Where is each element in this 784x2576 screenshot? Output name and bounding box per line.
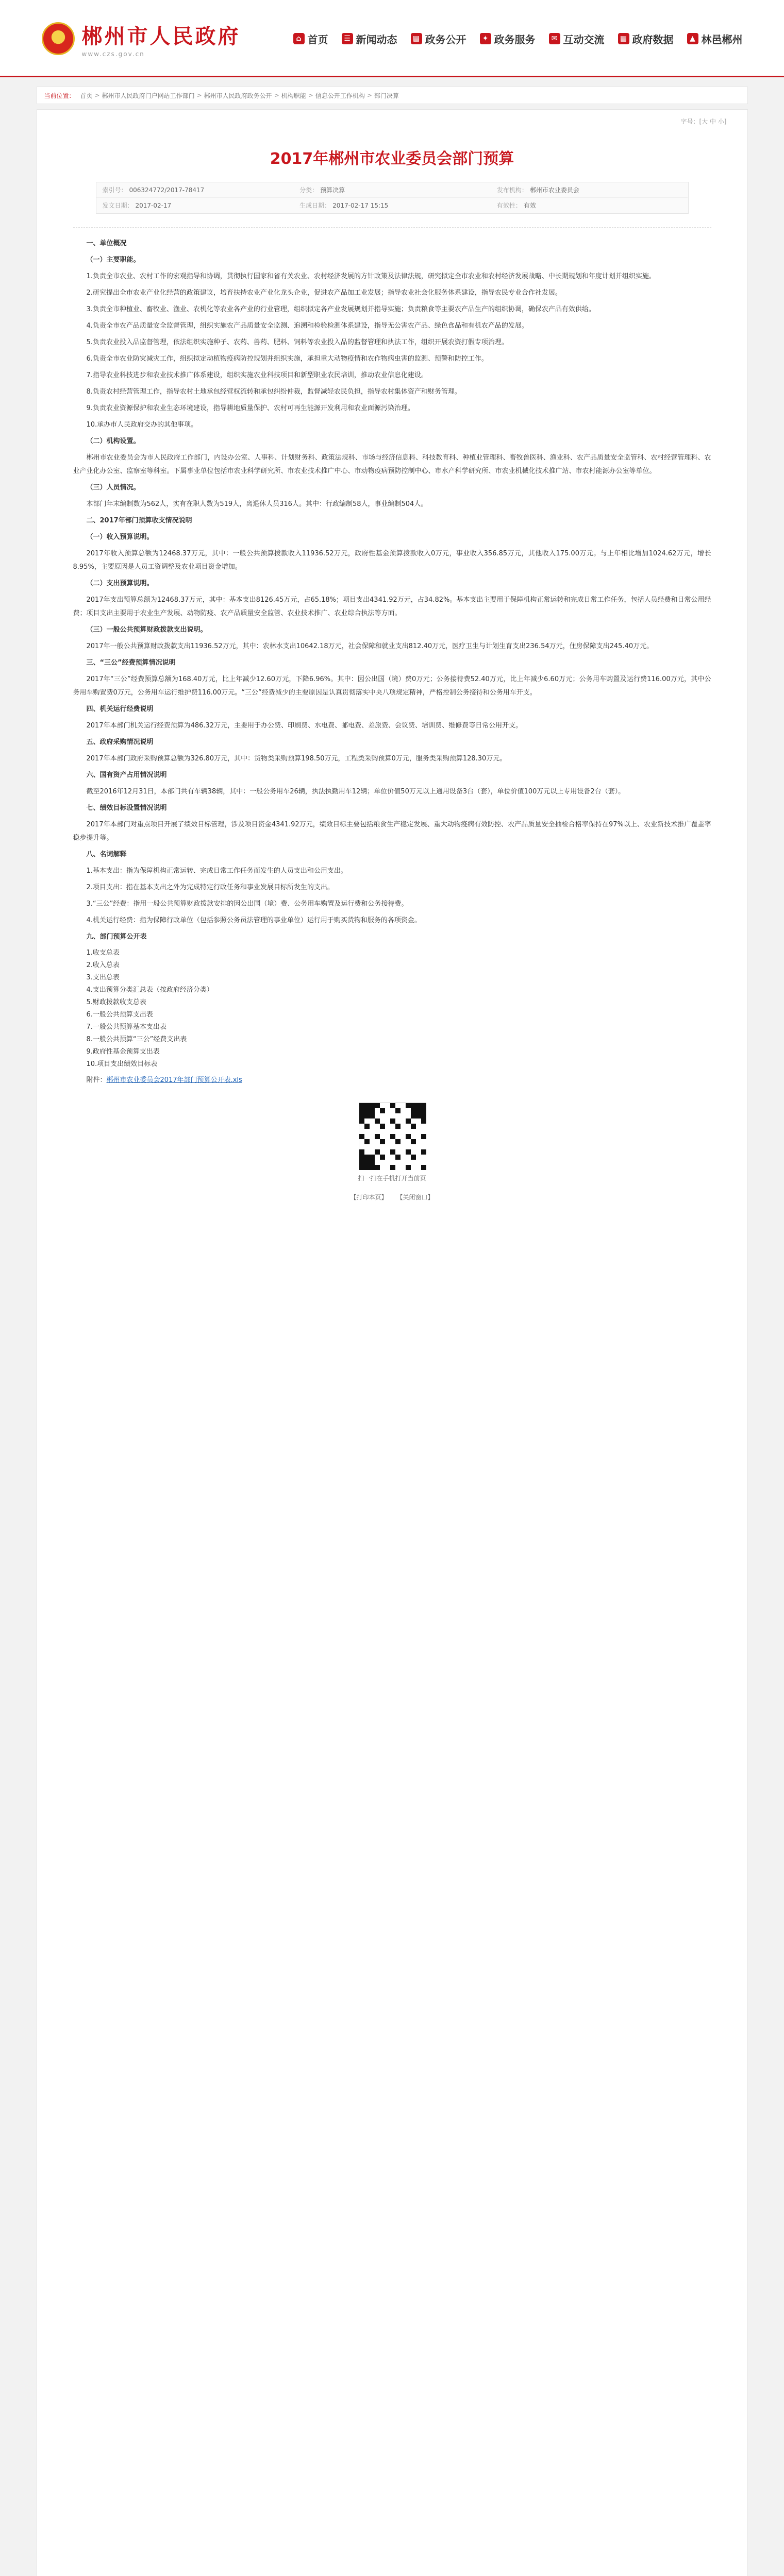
paragraph: 7.指导农业科技进步和农业技术推广体系建设，组织实施农业科技项目和新型职业农民培训，推动农业信息化建设。: [86, 371, 428, 379]
paragraph: 8.负责农村经营管理工作，指导农村土地承包经营权流转和承包纠纷仲裁，监督减轻农民负担，指导农村集体资产和财务管理。: [86, 388, 461, 396]
nav-label: 政府数据: [632, 33, 674, 46]
section-heading: 四、机关运行经费说明: [86, 705, 154, 713]
section-heading: 七、绩效目标设置情况说明: [86, 804, 167, 812]
breadcrumb-separator: >: [94, 92, 100, 99]
article-body: [73, 237, 711, 944]
nav-label: 首页: [307, 33, 328, 46]
attachment-line: [73, 1074, 711, 1087]
section-heading: 一、单位概况: [86, 240, 127, 247]
meta-cell: [293, 182, 491, 198]
budget-table-list: [87, 947, 711, 1071]
document-icon: ▤: [411, 33, 422, 44]
breadcrumb-label: 当前位置：: [44, 92, 75, 99]
nav-label: 政务服务: [494, 33, 536, 46]
paragraph: 2017年收入预算总额为12468.37万元，其中：一般公共预算拨款收入11936.52万元，政府性基金预算拨款收入0万元，事业收入356.85万元，其他收入175.00万元。与上年相比增加1024.62万元，增长8.95%，主要原因是人员工资调整及农业项目资金增加。: [73, 550, 711, 571]
print-bar: [73, 1193, 711, 1201]
budget-table-item: 4.支出预算分类汇总表（按政府经济分类）: [86, 986, 213, 994]
section-heading: 八、名词解释: [86, 851, 127, 858]
breadcrumb-separator: >: [308, 92, 313, 99]
scenery-icon: ▲: [687, 33, 698, 44]
paragraph: 6.负责全市农业防灾减灾工作，组织拟定动植物疫病防控规划并组织实施，承担重大动物疫情和农作物病虫害的监测、预警和防控工作。: [86, 355, 488, 363]
budget-table-item: 2.收入总表: [86, 961, 120, 969]
breadcrumb-item[interactable]: 部门决算: [374, 92, 399, 99]
paragraph: 3.“三公”经费：指用一般公共预算财政拨款安排的因公出国（境）费、公务用车购置及运行费和公务接待费。: [86, 900, 408, 908]
breadcrumb-item[interactable]: 郴州市人民政府政务公开: [204, 92, 272, 99]
paragraph: 1.基本支出：指为保障机构正常运转、完成日常工作任务而发生的人员支出和公用支出。: [86, 867, 347, 875]
breadcrumb-item[interactable]: 首页: [80, 92, 93, 99]
paragraph: 4.负责全市农产品质量安全监督管理，组织实施农产品质量安全监测、追溯和检验检测体系建设，指导无公害农产品、绿色食品和有机农产品的发展。: [86, 322, 528, 330]
paragraph: 2017年支出预算总额为12468.37万元，其中：基本支出8126.45万元，占65.18%；项目支出4341.92万元，占34.82%。基本支出主要用于保障机构正常运转和完成日常工作任务，包括人员经费和日常公用经费；项目支出主要用于农业生产发展、动物防疫、农产品质量安全监管、农业技术推广、农业综合执法等方面。: [73, 596, 711, 617]
budget-table-item: 1.收支总表: [86, 949, 120, 957]
site-logo[interactable]: [42, 20, 241, 58]
nav-item-0[interactable]: [293, 31, 328, 46]
budget-table-item: 9.政府性基金预算支出表: [86, 1048, 160, 1056]
site-title-block: [82, 20, 241, 58]
article-title: 2017年郴州市农业委员会部门预算: [270, 150, 514, 168]
nav-item-1[interactable]: [342, 31, 397, 46]
home-icon: ⌂: [293, 33, 305, 44]
meta-key: 分类：: [299, 187, 319, 194]
meta-key: 有效性：: [496, 202, 522, 209]
paragraph: 4.机关运行经费：指为保障行政单位（包括参照公务员法管理的事业单位）运行用于购买货物和服务的各项资金。: [86, 917, 421, 924]
meta-cell: [491, 198, 688, 213]
paragraph: 2017年一般公共预算财政拨款支出11936.52万元，其中：农林水支出10642.18万元，社会保障和就业支出812.40万元，医疗卫生与计划生育支出236.54万元，住房保障支出245.40万元。: [86, 642, 654, 650]
breadcrumb-item[interactable]: 信息公开工作机构: [315, 92, 365, 99]
meta-cell: [96, 198, 294, 213]
meta-value: 006324772/2017-78417: [129, 187, 205, 194]
meta-value: 2017-02-17: [135, 202, 172, 209]
paragraph: 郴州市农业委员会为市人民政府工作部门，内设办公室、人事科、计划财务科、政策法规科、市场与经济信息科、科技教育科、种植业管理科、畜牧兽医科、渔业科、农产品质量安全监管科、农村经营管理科、农业产业化办公室、监察室等科室。下属事业单位包括市农业科学研究所、市农业技术推广中心、市动物疫病预防控制中心、市水产科学研究所、市农业机械化技术推广站、市农村能源办公室等单位。: [73, 454, 711, 475]
print-page-button[interactable]: 【打印本页】: [350, 1194, 388, 1201]
budget-table-item: 7.一般公共预算基本支出表: [86, 1023, 166, 1031]
meta-key: 发文日期：: [102, 202, 134, 209]
chat-icon: ✉: [549, 33, 560, 44]
section-heading: （二）支出预算说明。: [86, 580, 154, 587]
meta-cell: [491, 182, 688, 198]
breadcrumb: [37, 87, 748, 104]
breadcrumb-item[interactable]: 机构职能: [281, 92, 306, 99]
section-heading: （一）收入预算说明。: [86, 533, 154, 541]
nav-item-6[interactable]: [687, 31, 743, 46]
section-heading: （三）人员情况。: [86, 484, 140, 492]
meta-value: 预算决算: [320, 187, 345, 194]
budget-table-item: 6.一般公共预算支出表: [86, 1011, 153, 1019]
qr-block: [73, 1103, 711, 1182]
paragraph: 2.项目支出：指在基本支出之外为完成特定行政任务和事业发展目标所发生的支出。: [86, 884, 334, 891]
paragraph: 1.负责全市农业、农村工作的宏观指导和协调，贯彻执行国家和省有关农业、农村经济发展的方针政策及法律法规，研究拟定全市农业和农村经济发展战略、中长期规划和年度计划并组织实施。: [86, 273, 656, 280]
breadcrumb-separator: >: [274, 92, 279, 99]
close-window-button[interactable]: 【关闭窗口】: [396, 1194, 434, 1201]
font-size-control[interactable]: 字号：[大 中 小]: [680, 118, 727, 125]
budget-table-item: 3.支出总表: [86, 974, 120, 981]
article-meta-table: [96, 182, 689, 214]
nav-item-5[interactable]: [618, 31, 674, 46]
breadcrumb-separator: >: [366, 92, 372, 99]
section-heading: 三、“三公”经费预算情况说明: [86, 659, 176, 667]
data-icon: ▦: [618, 33, 629, 44]
news-icon: ☰: [342, 33, 353, 44]
breadcrumb-separator: >: [196, 92, 202, 99]
breadcrumb-item[interactable]: 郴州市人民政府门户网站工作部门: [102, 92, 195, 99]
paragraph: 2.研究提出全市农业产业化经营的政策建议，培育扶持农业产业化龙头企业，促进农产品加工业发展；指导农业社会化服务体系建设，指导农民专业合作社发展。: [86, 289, 562, 297]
qr-caption: 扫一扫在手机打开当前页: [358, 1175, 426, 1182]
meta-key: 生成日期：: [299, 202, 331, 209]
paragraph: 截至2016年12月31日，本部门共有车辆38辆，其中：一般公务用车26辆，执法执勤用车12辆；单位价值50万元以上通用设备3台（套），单位价值100万元以上专用设备2台（套）。: [86, 788, 625, 795]
paragraph: 9.负责农业资源保护和农业生态环境建设，指导耕地质量保护、农村可再生能源开发利用和农业面源污染治理。: [86, 404, 414, 412]
national-emblem-icon: ★: [42, 22, 75, 55]
paragraph: 5.负责农业投入品监督管理，依法组织实施种子、农药、兽药、肥料、饲料等农业投入品的监督管理和执法工作，组织开展农资打假专项治理。: [86, 338, 508, 346]
section-heading: （二）机构设置。: [86, 437, 140, 445]
budget-table-item: 10.项目支出绩效目标表: [86, 1060, 158, 1068]
paragraph: 2017年本部门对重点项目开展了绩效目标管理，涉及项目资金4341.92万元，绩效目标主要包括粮食生产稳定发展、重大动物疫病有效防控、农产品质量安全抽检合格率保持在97%以上、农业新技术推广覆盖率稳步提升等。: [73, 821, 711, 842]
nav-label: 政务公开: [425, 33, 466, 46]
meta-value: 郴州市农业委员会: [529, 187, 579, 194]
meta-cell: [96, 182, 294, 198]
section-heading: 九、部门预算公开表: [86, 933, 147, 941]
nav-item-2[interactable]: [411, 31, 466, 46]
meta-value: 有效: [523, 202, 536, 209]
meta-value: 2017-02-17 15:15: [332, 202, 389, 209]
nav-item-4[interactable]: [549, 31, 605, 46]
site-header: [0, 0, 784, 77]
attachment-link[interactable]: 郴州市农业委员会2017年部门预算公开表.xls: [106, 1076, 242, 1084]
nav-label: 互动交流: [563, 33, 605, 46]
nav-label: 新闻动态: [356, 33, 397, 46]
section-heading: 五、政府采购情况说明: [86, 738, 154, 746]
section-heading: （三）一般公共预算财政拨款支出说明。: [86, 626, 207, 634]
site-title: 郴州市人民政府: [81, 24, 241, 48]
paragraph: 2017年本部门机关运行经费预算为486.32万元，主要用于办公费、印刷费、水电费、邮电费、差旅费、会议费、培训费、维修费等日常公用开支。: [86, 722, 523, 730]
meta-cell: [293, 198, 491, 213]
nav-label: 林邑郴州: [701, 33, 743, 46]
qr-code: [359, 1103, 426, 1170]
header-inner: [42, 0, 743, 77]
budget-table-item: 8.一般公共预算“三公”经费支出表: [86, 1036, 187, 1043]
service-icon: ✦: [480, 33, 491, 44]
main-nav: [293, 31, 743, 46]
article-container: [37, 109, 748, 2576]
meta-key: 索引号：: [102, 187, 127, 194]
section-heading: 六、国有资产占用情况说明: [86, 771, 167, 779]
meta-key: 发布机构：: [496, 187, 528, 194]
section-heading: （一）主要职能。: [86, 256, 140, 264]
paragraph: 本部门年末编制数为562人，实有在职人数为519人，离退休人员316人。其中：行政编制58人，事业编制504人。: [86, 500, 428, 508]
nav-item-3[interactable]: [480, 31, 536, 46]
site-domain: www.czs.gov.cn: [81, 50, 145, 58]
paragraph: 3.负责全市种植业、畜牧业、渔业、农机化等农业各产业的行业管理，组织拟定各产业发展规划并指导实施；负责粮食等主要农产品生产的组织协调，确保农产品有效供给。: [86, 306, 595, 313]
attachment-label: 附件：: [86, 1076, 107, 1084]
divider: [73, 227, 711, 228]
section-heading: 二、2017年部门预算收支情况说明: [86, 517, 192, 524]
paragraph: 2017年本部门政府采购预算总额为326.80万元，其中：货物类采购预算198.50万元，工程类采购预算0万元，服务类采购预算128.30万元。: [86, 755, 507, 762]
paragraph: 10.承办市人民政府交办的其他事项。: [86, 421, 198, 429]
budget-table-item: 5.财政拨款收支总表: [86, 998, 146, 1006]
paragraph: 2017年“三公”经费预算总额为168.40万元，比上年减少12.60万元，下降6.96%。其中：因公出国（境）费0万元；公务接待费52.40万元，比上年减少6.60万元；公务用车购置及运行费116.00万元，其中公务用车购置费0万元，公务用车运行维护费116.00万元。“三公”经费减少的主要原因是认真贯彻落实中央八项规定精神，严格控制公务接待和公务用车开支。: [73, 675, 711, 697]
